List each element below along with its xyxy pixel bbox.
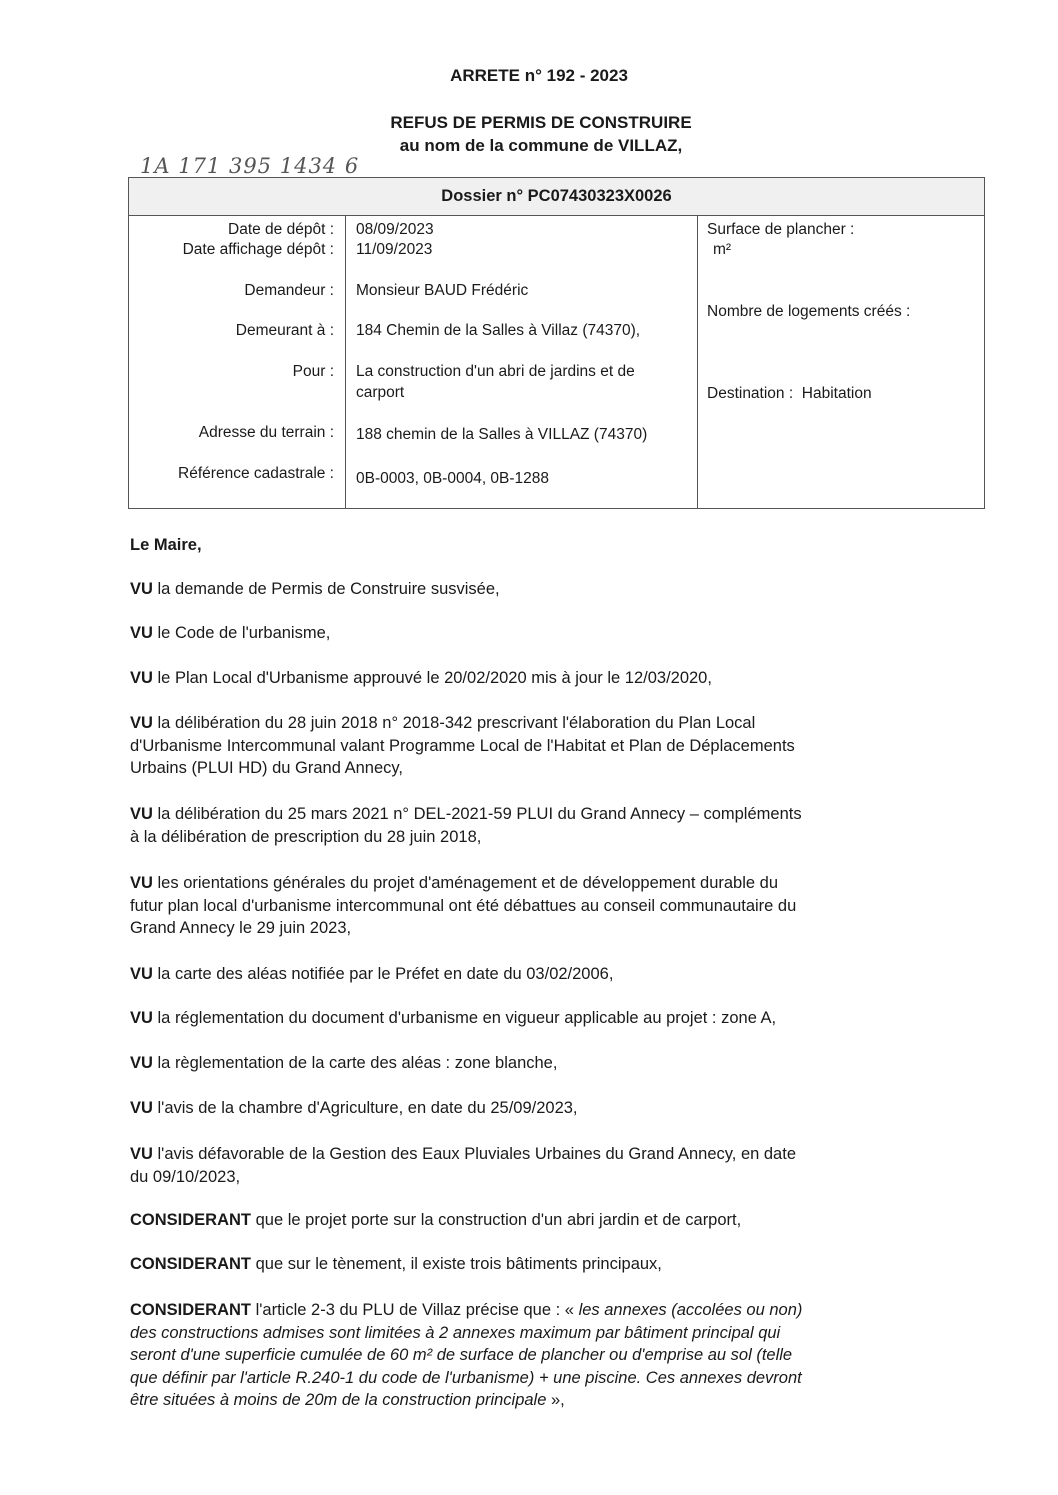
vu-paragraph-8: VU la réglementation du document d'urbanisme en vigueur applicable au projet : zone A, xyxy=(130,1009,777,1027)
pour-label: Pour : xyxy=(292,363,334,380)
vu-paragraph-3: VU le Plan Local d'Urbanisme approuvé le 20/02/2020 mis à jour le 12/03/2020, xyxy=(130,669,712,687)
destination-label: Destination : xyxy=(707,385,794,402)
decree-title: ARRETE n° 192 - 2023 xyxy=(450,66,628,85)
vu-paragraph-2: VU le Code de l'urbanisme, xyxy=(130,624,331,642)
vu-paragraph-4: VU la délibération du 28 juin 2018 n° 2018-342 prescrivant l'élaboration du Plan Local d'Urbanisme Intercommunal valant Programme Local de l'Habitat et Plan de Déplacements Urbains (PLUI HD) du Grand Annecy, xyxy=(130,714,795,777)
adresse-value: 188 chemin de la Salles à VILLAZ (74370) xyxy=(356,426,648,443)
demandeur-label: Demandeur : xyxy=(244,282,334,299)
pour-value-line2: carport xyxy=(356,384,405,401)
decree-subtitle: REFUS DE PERMIS DE CONSTRUIRE xyxy=(390,113,692,132)
date-affichage-value: 11/09/2023 xyxy=(356,241,433,258)
table-divider-right xyxy=(697,216,698,508)
pour-value-line1: La construction d'un abri de jardins et de xyxy=(356,363,635,380)
considerant-paragraph-3: CONSIDERANT l'article 2-3 du PLU de Villaz précise que : « les annexes (accolées ou non) des constructions admises sont limitées à 2 annexes maximum par bâtiment principal qui seront d'une superficie cumulée de 60 m² de surface de plancher ou d'emprise au sol (telle que définir par l'article R.240-1 du code de l'urbanisme) + une piscine. Ces annexes devront être situées à moins de 20m de la construction principale », xyxy=(130,1301,803,1409)
maire-heading: Le Maire, xyxy=(130,536,202,554)
vu-paragraph-1: VU la demande de Permis de Construire susvisée, xyxy=(130,580,500,598)
vu-paragraph-11: VU l'avis défavorable de la Gestion des Eaux Pluviales Urbaines du Grand Annecy, en date du 09/10/2023, xyxy=(130,1145,796,1186)
logements-label: Nombre de logements créés : xyxy=(707,303,911,320)
dossier-info-table xyxy=(128,177,985,509)
adresse-label: Adresse du terrain : xyxy=(198,424,334,441)
surface-label: Surface de plancher : xyxy=(707,221,855,238)
date-affichage-label: Date affichage dépôt : xyxy=(182,241,334,258)
reference-label: Référence cadastrale : xyxy=(178,465,334,482)
demeurant-label: Demeurant à : xyxy=(235,322,334,339)
vu-paragraph-9: VU la règlementation de la carte des aléas : zone blanche, xyxy=(130,1054,558,1072)
reference-value: 0B-0003, 0B-0004, 0B-1288 xyxy=(356,470,550,487)
date-depot-label: Date de dépôt : xyxy=(228,221,334,238)
considerant-paragraph-1: CONSIDERANT que le projet porte sur la construction d'un abri jardin et de carport, xyxy=(130,1211,742,1229)
date-depot-value: 08/09/2023 xyxy=(356,221,434,238)
demeurant-value: 184 Chemin de la Salles à Villaz (74370), xyxy=(356,322,641,339)
vu-paragraph-6: VU les orientations générales du projet d'aménagement et de développement durable du futur plan local d'urbanisme intercommunal ont été débattues au conseil communautaire du Grand Annecy le 29 juin 2023, xyxy=(130,874,797,937)
vu-paragraph-10: VU l'avis de la chambre d'Agriculture, en date du 25/09/2023, xyxy=(130,1099,578,1117)
dossier-number: Dossier n° PC07430323X0026 xyxy=(129,178,984,216)
destination-row xyxy=(707,385,872,403)
demandeur-value: Monsieur BAUD Frédéric xyxy=(356,282,529,299)
table-divider-left xyxy=(345,216,346,508)
commune-line: au nom de la commune de VILLAZ, xyxy=(399,136,683,155)
handwritten-reference: 1A 171 395 1434 6 xyxy=(140,154,360,178)
considerant-paragraph-2: CONSIDERANT que sur le tènement, il existe trois bâtiments principaux, xyxy=(130,1255,662,1273)
surface-unit: m² xyxy=(713,241,732,258)
vu-paragraph-5: VU la délibération du 25 mars 2021 n° DEL-2021-59 PLUI du Grand Annecy – compléments à la délibération de prescription du 28 juin 2018, xyxy=(130,805,802,846)
destination-value: Habitation xyxy=(801,385,872,402)
vu-paragraph-7: VU la carte des aléas notifiée par le Préfet en date du 03/02/2006, xyxy=(130,965,614,983)
